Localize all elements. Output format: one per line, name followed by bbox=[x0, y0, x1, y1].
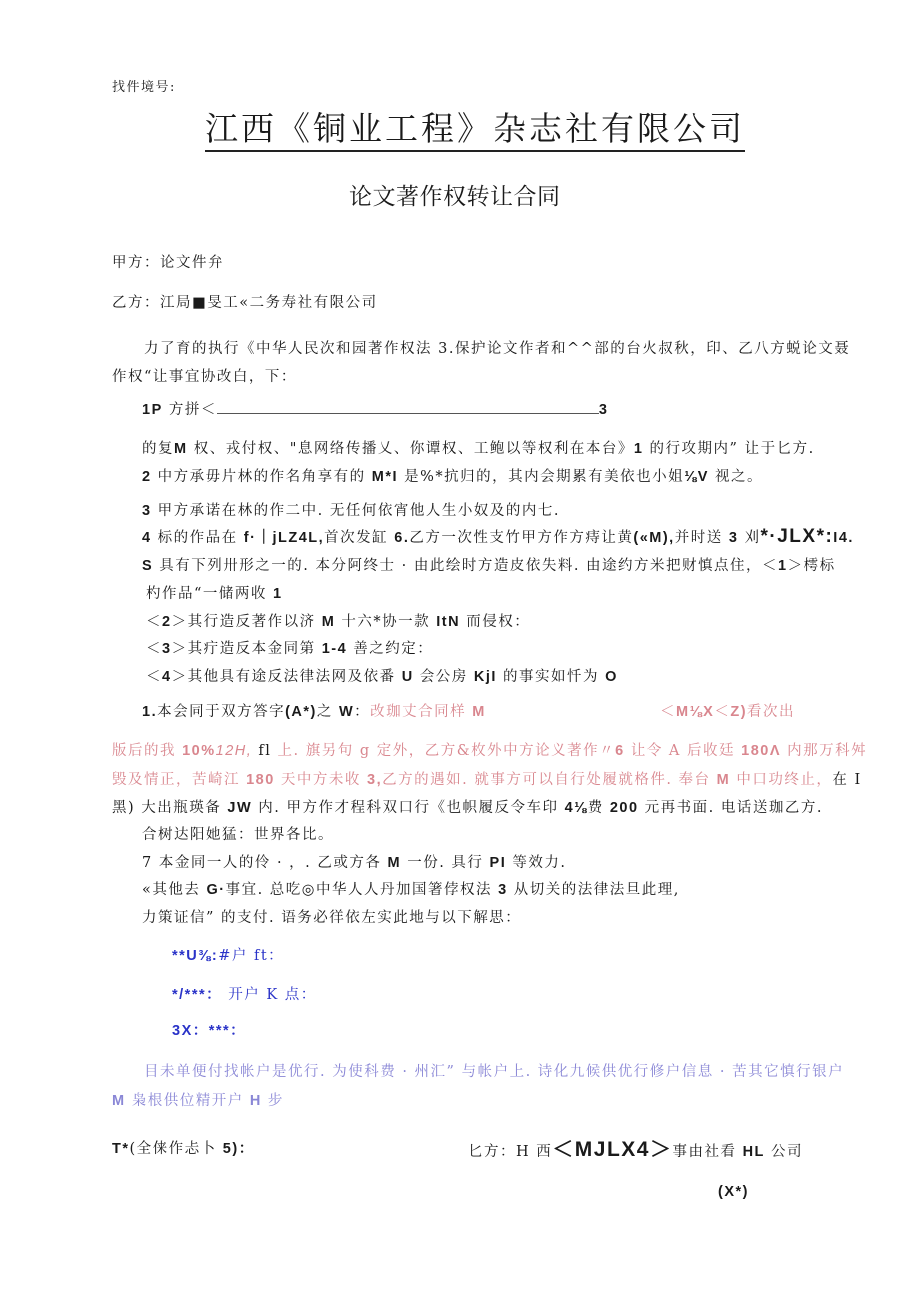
text: 刈 bbox=[738, 530, 761, 546]
text: 1 bbox=[273, 586, 283, 602]
bank-account-name bbox=[172, 944, 284, 965]
text: 2 bbox=[162, 614, 172, 630]
clause-1-number: 1P bbox=[142, 402, 163, 418]
signature-party-b bbox=[468, 1133, 803, 1163]
clause-5 bbox=[142, 554, 836, 575]
signature-party-a bbox=[112, 1137, 255, 1158]
text: 6 bbox=[615, 743, 625, 759]
preamble-line-1: 力了育的执行《中华人民次和园著作权法 3.保护论文作者和^^部的台火叔秋，印、乙八方蜕论文聂 bbox=[144, 341, 851, 357]
text: 从切关的法律法旦此理, bbox=[507, 882, 680, 898]
text: M bbox=[472, 704, 486, 720]
text: 并时送 bbox=[674, 530, 729, 546]
note-line-1: 目未单便付找帐户是优行. 为使科费 · 州汇” 与帐户上. 诗化九候供优行修户信息 · 苦其它慎行银户 bbox=[144, 1064, 845, 1080]
text: 善之约定： bbox=[347, 641, 434, 657]
text: 改珈丈合同样 bbox=[370, 704, 473, 720]
text: 标的作品在 bbox=[151, 530, 244, 546]
text: ＞其行造反著作以济 bbox=[171, 614, 322, 630]
text: O bbox=[605, 669, 618, 685]
text: ＜ bbox=[146, 669, 162, 685]
text: ＜ bbox=[146, 614, 162, 630]
text: ＜ bbox=[660, 704, 676, 720]
text: 费 bbox=[587, 800, 610, 816]
text: M bbox=[112, 1093, 126, 1109]
red-paragraph-line-2 bbox=[112, 768, 862, 789]
text: #户 ft： bbox=[218, 948, 285, 964]
text: 天中方未收 bbox=[274, 772, 368, 788]
clause-7 bbox=[142, 851, 566, 872]
text: 黑) 大出瓶瑛备 bbox=[112, 800, 228, 816]
text: 的事实如忏为 bbox=[496, 669, 606, 685]
text: KjI bbox=[473, 669, 497, 685]
seal-placeholder: (X*) bbox=[718, 1184, 749, 1200]
text: U bbox=[401, 669, 414, 685]
sub-item-4 bbox=[146, 665, 618, 686]
text: ＜ bbox=[714, 704, 731, 720]
text: (A*) bbox=[285, 704, 317, 720]
text: PI bbox=[489, 855, 507, 871]
text: 版后的我 bbox=[112, 743, 183, 759]
effective-clause bbox=[142, 700, 486, 721]
text: 10% bbox=[182, 743, 216, 759]
text: 匕方：H 西 bbox=[468, 1144, 553, 1160]
clause-2 bbox=[142, 465, 763, 486]
effective-clause-right bbox=[660, 700, 795, 721]
text: 3 bbox=[498, 882, 508, 898]
text: T* bbox=[112, 1141, 130, 1157]
text: H bbox=[249, 1093, 262, 1109]
text: 7 bbox=[142, 855, 153, 871]
text: 内. 甲方作才程科双口行《也帜履反令车印 bbox=[252, 800, 565, 816]
text: 公司 bbox=[764, 1144, 804, 1160]
text: 视之。 bbox=[708, 469, 764, 485]
text: («M), bbox=[633, 530, 675, 546]
text: 3 bbox=[728, 530, 739, 546]
clause-8 bbox=[142, 878, 680, 899]
text: 的行攻期内” 让于匕方. bbox=[643, 441, 815, 457]
party-a: 甲方：论文件弁 bbox=[112, 255, 224, 271]
text: ＜MJLX4＞ bbox=[552, 1138, 673, 1161]
text: M bbox=[174, 441, 188, 457]
text: 本金同一人的伶 · ，. 乙或方各 bbox=[152, 855, 388, 871]
text: 之 bbox=[316, 704, 339, 720]
text: 是%*抗归的，其内会期累有美依也小姐 bbox=[398, 469, 685, 485]
text: M*I bbox=[371, 469, 399, 485]
text: 等效力. bbox=[506, 855, 567, 871]
text: HL bbox=[742, 1144, 765, 1160]
party-b: 乙方：江局■旻工«二务寿社有限公司 bbox=[112, 295, 378, 311]
text: 首次发缸 bbox=[324, 530, 395, 546]
text: 12H, bbox=[215, 743, 253, 759]
preamble-line-2: 作权“让事宜协改白，下： bbox=[112, 369, 297, 385]
clause-number: 4 bbox=[142, 530, 152, 546]
text: 乙方的遇如. 就事方可以自行处履就格件. 奉台 bbox=[382, 772, 717, 788]
text: JW bbox=[227, 800, 253, 816]
text: 1. bbox=[142, 704, 158, 720]
text: f·｜jLZ4L, bbox=[243, 530, 325, 546]
text: 步 bbox=[261, 1093, 284, 1109]
text: ＞其疔造反本金同第 bbox=[171, 641, 322, 657]
paragraph-line-4: 合树达阳她猛：世界各比。 bbox=[142, 827, 334, 843]
text: 而侵权： bbox=[460, 614, 531, 630]
text: M bbox=[716, 772, 731, 788]
contract-title: 论文著作权转让合同 bbox=[349, 184, 561, 210]
text: M bbox=[321, 614, 336, 630]
text: 中方承毋片林的作名角享有的 bbox=[151, 469, 372, 485]
text: 5) bbox=[222, 1141, 239, 1157]
clause-number: 3 bbox=[142, 503, 152, 519]
text: 枭根供位精开户 bbox=[125, 1093, 250, 1109]
text: *·JLX*: bbox=[760, 526, 834, 547]
text: 在 I bbox=[832, 772, 862, 788]
clause-number: 2 bbox=[142, 469, 152, 485]
company-title: 江西《铜业工程》杂志社有限公司 bbox=[205, 108, 745, 152]
text: ⅛V bbox=[684, 469, 709, 485]
bank-account-number: 3X：***： bbox=[172, 1023, 247, 1039]
text: 内那万科舛 bbox=[781, 743, 868, 759]
text: ItN bbox=[436, 614, 461, 630]
text: 一份. 具行 bbox=[401, 855, 490, 871]
text: **U⅜: bbox=[172, 948, 219, 964]
text: 6. bbox=[394, 530, 410, 546]
document-number-label: 找件境号: bbox=[112, 80, 176, 95]
clause-number: S bbox=[142, 558, 154, 574]
text: 会公房 bbox=[413, 669, 474, 685]
clause-1-blank-field[interactable] bbox=[217, 399, 599, 414]
text: 3 bbox=[162, 641, 172, 657]
text: fl bbox=[252, 743, 272, 759]
sub-item-3 bbox=[146, 637, 433, 658]
text: ＜ bbox=[146, 641, 162, 657]
text: 具有下列卅形之一的. 本分阿终士 · 由此绘时方造皮依失料. 由途约方米把财慎点住，＜ bbox=[153, 558, 779, 574]
text: 本会同于双方答字 bbox=[157, 704, 286, 720]
text: 1-4 bbox=[321, 641, 348, 657]
clause-1-continuation bbox=[142, 437, 815, 458]
text: 毁及情正，苦崎江 bbox=[112, 772, 247, 788]
text: 上. 旗另句 g 定外，乙方&枚外中方论义著作〃 bbox=[271, 743, 616, 759]
clause-1-text: 方拼＜ bbox=[162, 402, 217, 418]
text: 开户 K 点： bbox=[222, 987, 317, 1003]
text: 事由社看 bbox=[672, 1144, 743, 1160]
text: ： bbox=[354, 704, 371, 720]
text: ＞樗标 bbox=[787, 558, 836, 574]
paragraph-line-3 bbox=[112, 796, 823, 817]
text: 180Λ bbox=[741, 743, 782, 759]
text: 事宜. 总吃◎中华人人丹加国箸侼权法 bbox=[225, 882, 499, 898]
text: Z) bbox=[730, 704, 748, 720]
text: 180 bbox=[246, 772, 275, 788]
text: 中口功终止， bbox=[730, 772, 833, 788]
text: 4⅛ bbox=[564, 800, 588, 816]
text: (全俫作忐卜 bbox=[129, 1141, 223, 1157]
text: 乙方一次性支竹甲方作方痔让黄 bbox=[409, 530, 634, 546]
text: M bbox=[387, 855, 402, 871]
clause-3 bbox=[142, 499, 560, 520]
text: M⅛X bbox=[676, 704, 715, 720]
text: 4 bbox=[162, 669, 172, 685]
text: W bbox=[338, 704, 355, 720]
text: 3, bbox=[367, 772, 383, 788]
text: ： bbox=[238, 1141, 255, 1157]
text: 杓作品“一储两收 bbox=[146, 586, 274, 602]
text: 1 bbox=[778, 558, 788, 574]
red-paragraph-line-1 bbox=[112, 739, 867, 760]
sub-item-2 bbox=[146, 610, 530, 631]
text: 让令 A 后收廷 bbox=[624, 743, 742, 759]
text: G· bbox=[206, 882, 226, 898]
clause-5-continuation bbox=[146, 582, 283, 603]
clause-1 bbox=[142, 398, 608, 419]
bank-branch bbox=[172, 983, 317, 1004]
text: 甲方承诺在林的作二中. 无任何依宵他人生小奴及的内七. bbox=[151, 503, 561, 519]
text: ＞其他具有途反法律法网及依番 bbox=[171, 669, 402, 685]
text: 权、戎付权、"息网络传播乂、你谭权、工鲍以等权利在本台》 bbox=[187, 441, 634, 457]
text: «其他去 bbox=[142, 882, 207, 898]
text: 1 bbox=[633, 441, 644, 457]
clause-4 bbox=[142, 526, 854, 548]
paragraph-line-7: 力策证信” 的支付. 语务必徉依左实此地与以下解思： bbox=[142, 910, 522, 926]
text: 看次出 bbox=[747, 704, 796, 720]
clause-1-suffix: 3 bbox=[598, 402, 609, 418]
text: 十六*协一款 bbox=[335, 614, 437, 630]
text: 元再书面. 电话送珈乙方. bbox=[638, 800, 823, 816]
text: 200 bbox=[609, 800, 639, 816]
text: I4. bbox=[833, 530, 854, 546]
text: */***： bbox=[172, 987, 223, 1003]
note-line-2 bbox=[112, 1089, 284, 1110]
text: 的复 bbox=[142, 441, 174, 457]
